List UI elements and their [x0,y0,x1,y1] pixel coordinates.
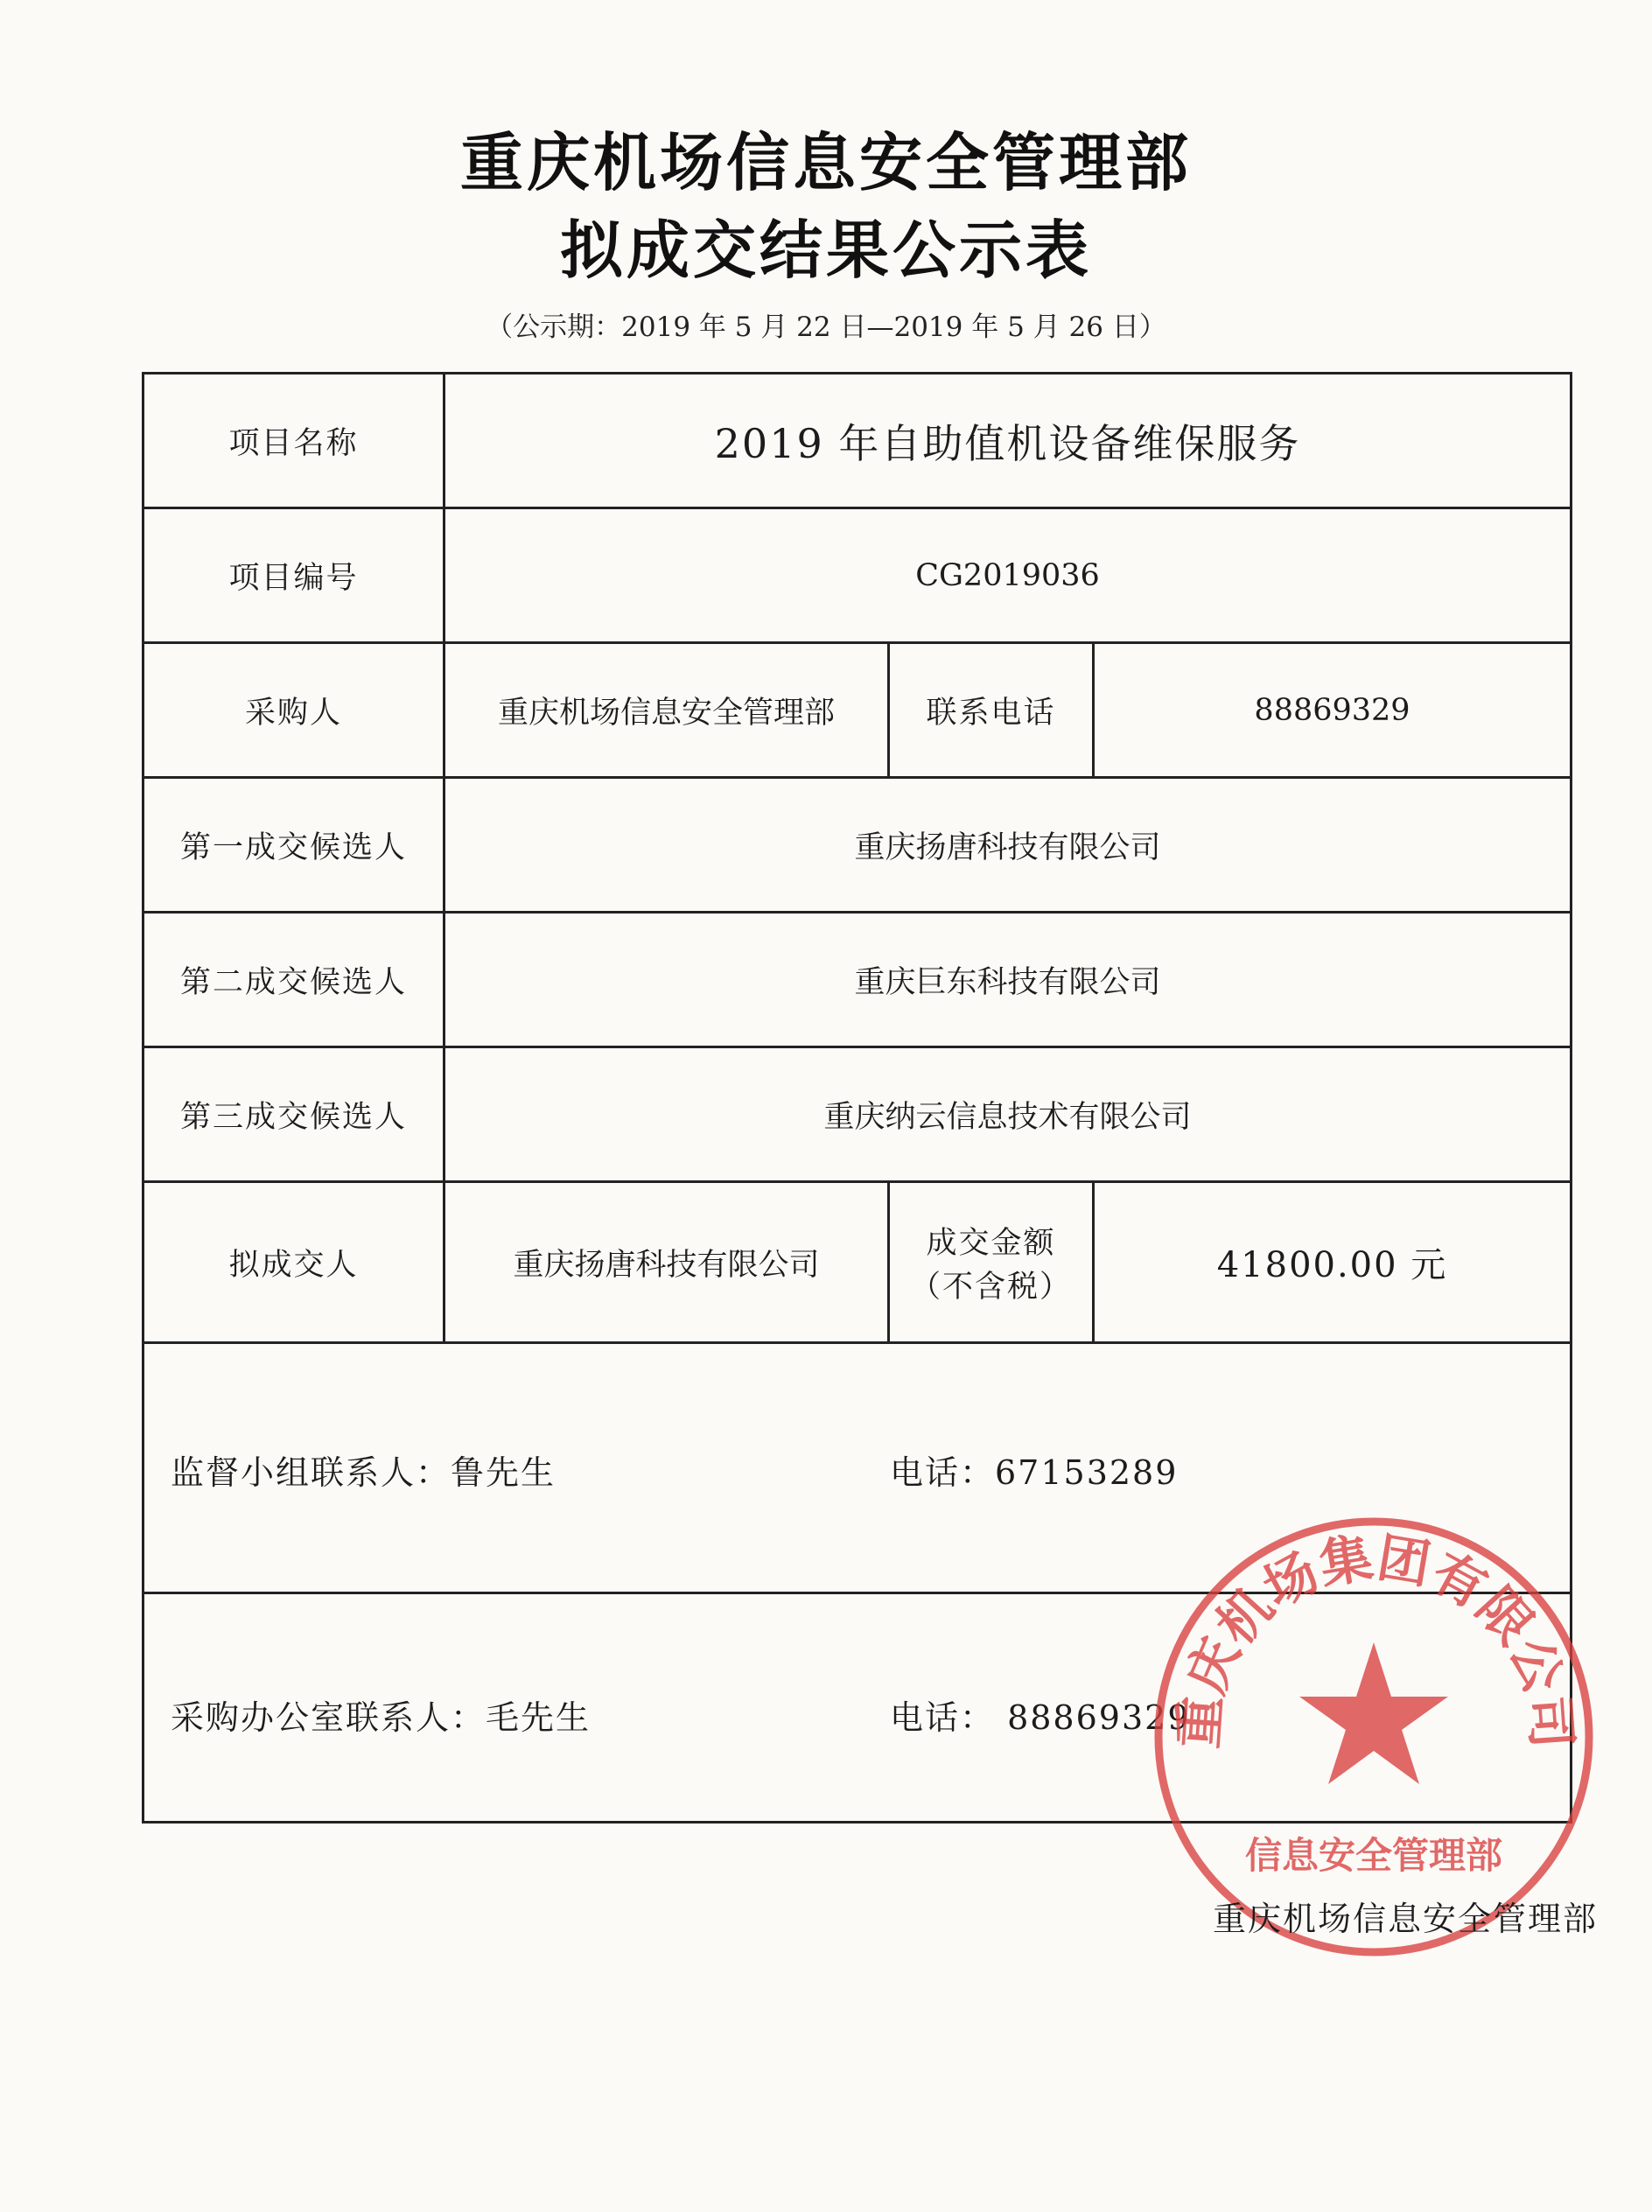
candidate-3-row [144,1047,1572,1182]
purchaser-label: 采购人 [144,643,444,778]
contact-phone-value: 88869329 [1094,643,1572,778]
procurement-contact-name: 采购办公室联系人：毛先生 [171,1698,592,1737]
candidate-2-value: 重庆巨东科技有限公司 [444,913,1572,1047]
seal-star-icon [1299,1642,1448,1784]
issuer-signature: 重庆机场信息安全管理部 [1212,1900,1598,1938]
proposed-winner-label: 拟成交人 [144,1182,444,1343]
contact-phone-label: 联系电话 [889,643,1094,778]
purchaser-value: 重庆机场信息安全管理部 [444,643,889,778]
project-name-value: 2019 年自助值机设备维保服务 [444,374,1572,508]
publicity-period: （公示期：2019 年 5 月 22 日—2019 年 5 月 26 日） [486,312,1166,343]
candidate-1-value: 重庆扬唐科技有限公司 [444,778,1572,913]
amount-label: 成交金额（不含税） [889,1182,1094,1343]
seal-inner-text: 信息安全管理部 [1244,1834,1503,1877]
candidate-2-label: 第二成交候选人 [144,913,444,1047]
document-title: 重庆机场信息安全管理部 [459,126,1192,200]
project-number-label: 项目编号 [144,508,444,643]
candidate-3-value: 重庆纳云信息技术有限公司 [444,1047,1572,1182]
project-number-row [144,508,1572,643]
candidate-3-label: 第三成交候选人 [144,1047,444,1182]
supervision-contact-name: 监督小组联系人：鲁先生 [171,1453,556,1492]
seal-outer-text: 重庆机场集团有限公司 [1167,1527,1583,1751]
document-subtitle: 拟成交结果公示表 [559,214,1092,287]
project-number-value: CG2019036 [444,508,1572,643]
procurement-contact-phone: 电话： 88869329 [890,1698,1191,1737]
candidate-1-row [144,778,1572,913]
supervision-contact-phone: 电话：67153289 [890,1453,1179,1492]
amount-value: 41800.00 元 [1094,1182,1572,1343]
project-name-label: 项目名称 [144,374,444,508]
proposed-winner-value: 重庆扬唐科技有限公司 [444,1182,889,1343]
candidate-2-row [144,913,1572,1047]
proposed-winner-row [144,1182,1572,1343]
purchaser-row [144,643,1572,778]
project-name-row [144,374,1572,508]
candidate-1-label: 第一成交候选人 [144,778,444,913]
